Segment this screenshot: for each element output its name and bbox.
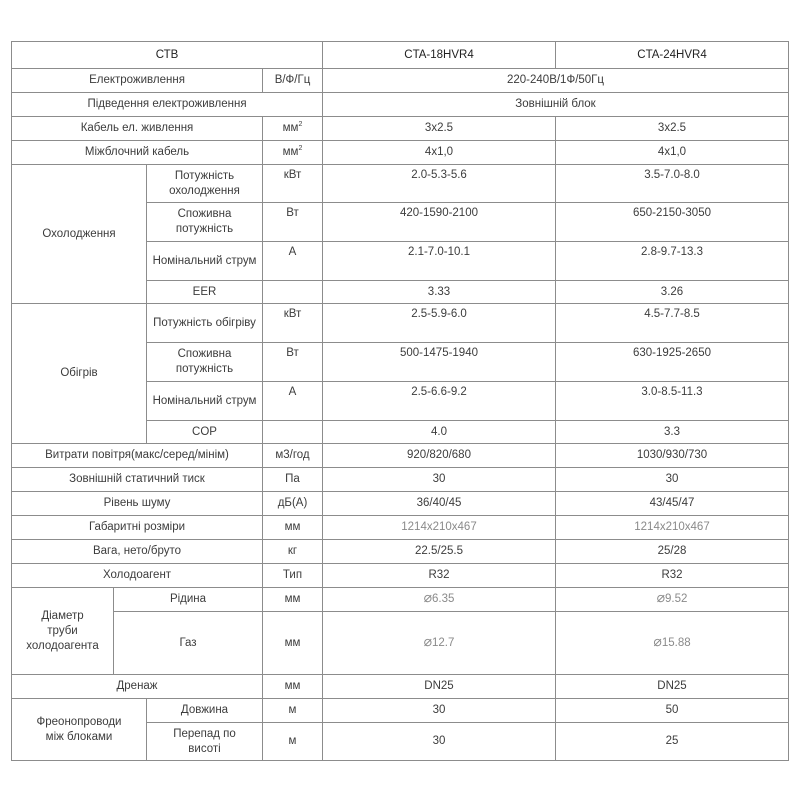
row-label: Електроживлення xyxy=(12,69,263,93)
table-row xyxy=(12,516,789,540)
row-label: Газ xyxy=(114,612,263,675)
row-value-1: R32 xyxy=(323,564,556,588)
row-value-2: 3.0-8.5-11.3 xyxy=(556,382,789,421)
spec-table xyxy=(11,41,789,761)
row-unit: В/Ф/Гц xyxy=(263,69,323,93)
diameter-icon: ⌀ xyxy=(423,632,433,649)
row-value: Зовнішній блок xyxy=(323,93,789,117)
row-value-2: 3.5-7.0-8.0 xyxy=(556,165,789,203)
row-value-1: 30 xyxy=(323,699,556,723)
diameter-icon: ⌀ xyxy=(423,589,433,605)
value-text: 6.35 xyxy=(432,593,455,605)
row-value-1: 420-1590-2100 xyxy=(323,203,556,242)
row-label: Потужність обігріву xyxy=(147,304,263,343)
unit-text: мм xyxy=(282,146,299,158)
pipe-diameter-group-label: Діаметр труби холодоагента xyxy=(12,588,114,675)
row-unit: мм xyxy=(263,516,323,540)
row-unit: А xyxy=(263,242,323,281)
row-value-2 xyxy=(556,588,789,612)
row-label: Рідина xyxy=(114,588,263,612)
table-row xyxy=(12,117,789,141)
row-value-2: 3.3 xyxy=(556,421,789,444)
row-value-1: 2.0-5.3-5.6 xyxy=(323,165,556,203)
row-value-2: 3x2.5 xyxy=(556,117,789,141)
row-unit: Вт xyxy=(263,343,323,382)
header-model-2: CTA-24HVR4 xyxy=(556,42,789,69)
row-unit: дБ(А) xyxy=(263,492,323,516)
row-label: Рівень шуму xyxy=(12,492,263,516)
row-label: Габаритні розміри xyxy=(12,516,263,540)
row-label: Номінальний струм xyxy=(147,242,263,281)
unit-superscript: 2 xyxy=(298,121,303,129)
row-unit: Вт xyxy=(263,203,323,242)
header-title: СТВ xyxy=(12,42,323,69)
row-label: Витрати повітря(макс/серед/мінім) xyxy=(12,444,263,468)
row-value-1: 22.5/25.5 xyxy=(323,540,556,564)
row-label: Вага, нето/бруто xyxy=(12,540,263,564)
table-row xyxy=(12,540,789,564)
table-row xyxy=(12,492,789,516)
table-row xyxy=(12,699,789,723)
row-value-1: 2.1-7.0-10.1 xyxy=(323,242,556,281)
table-row xyxy=(12,468,789,492)
row-value-2: 25 xyxy=(556,723,789,761)
row-value-1: 4.0 xyxy=(323,421,556,444)
row-value-1: 3x2.5 xyxy=(323,117,556,141)
row-unit: Тип xyxy=(263,564,323,588)
header-row xyxy=(12,42,789,69)
row-label: Споживна потужність xyxy=(147,343,263,382)
row-value-1 xyxy=(323,588,556,612)
row-value-2: 1214x210x467 xyxy=(556,516,789,540)
row-label: Холодоагент xyxy=(12,564,263,588)
row-unit: А xyxy=(263,382,323,421)
row-label: Підведення електроживлення xyxy=(12,93,323,117)
row-value-2: 25/28 xyxy=(556,540,789,564)
row-value-1: 500-1475-1940 xyxy=(323,343,556,382)
row-value-2 xyxy=(556,612,789,675)
value-text: 15.88 xyxy=(661,636,691,649)
heating-group-label: Обігрів xyxy=(12,304,147,444)
row-unit: мм xyxy=(263,612,323,675)
row-value-1: 3.33 xyxy=(323,281,556,304)
diameter-icon: ⌀ xyxy=(653,632,662,649)
row-label: COP xyxy=(147,421,263,444)
table-row xyxy=(12,304,789,343)
row-value-1 xyxy=(323,612,556,675)
row-value-2: 2.8-9.7-13.3 xyxy=(556,242,789,281)
row-unit: кг xyxy=(263,540,323,564)
row-unit: мм xyxy=(263,588,323,612)
cooling-group-label: Охолодження xyxy=(12,165,147,304)
row-value-1: 2.5-6.6-9.2 xyxy=(323,382,556,421)
row-label: Зовнішній статичний тиск xyxy=(12,468,263,492)
row-value-2: 43/45/47 xyxy=(556,492,789,516)
table-row xyxy=(12,165,789,203)
diameter-icon: ⌀ xyxy=(656,589,666,605)
row-label: Кабель ел. живлення xyxy=(12,117,263,141)
row-label: Довжина xyxy=(147,699,263,723)
row-value-2: 50 xyxy=(556,699,789,723)
row-unit xyxy=(263,281,323,304)
table-row xyxy=(12,564,789,588)
row-label: Номінальний струм xyxy=(147,382,263,421)
row-label: Споживна потужність xyxy=(147,203,263,242)
row-value-2: 650-2150-3050 xyxy=(556,203,789,242)
row-label: Дренаж xyxy=(12,675,263,699)
row-value-1: DN25 xyxy=(323,675,556,699)
row-value-2: 4x1,0 xyxy=(556,141,789,165)
row-label: Перепад по висоті xyxy=(147,723,263,761)
row-unit: кВт xyxy=(263,165,323,203)
row-unit: мм xyxy=(263,675,323,699)
row-value-2: R32 xyxy=(556,564,789,588)
row-value-2: 630-1925-2650 xyxy=(556,343,789,382)
row-value: 220-240В/1Ф/50Гц xyxy=(323,69,789,93)
piping-group-label: Фреонопроводи між блоками xyxy=(12,699,147,761)
table-row xyxy=(12,588,789,612)
row-value-1: 920/820/680 xyxy=(323,444,556,468)
table-row xyxy=(12,444,789,468)
row-value-1: 4x1,0 xyxy=(323,141,556,165)
table-row xyxy=(12,69,789,93)
row-unit: м xyxy=(263,723,323,761)
row-label: Потужність охолодження xyxy=(147,165,263,203)
row-value-2: 4.5-7.7-8.5 xyxy=(556,304,789,343)
table-row xyxy=(12,141,789,165)
row-value-1: 1214x210x467 xyxy=(323,516,556,540)
table-row xyxy=(12,93,789,117)
table-row xyxy=(12,675,789,699)
row-value-1: 30 xyxy=(323,723,556,761)
row-value-2: 1030/930/730 xyxy=(556,444,789,468)
value-text: 12.7 xyxy=(432,636,455,649)
row-unit: м xyxy=(263,699,323,723)
row-unit xyxy=(263,117,323,141)
row-unit: кВт xyxy=(263,304,323,343)
row-unit: Па xyxy=(263,468,323,492)
row-label: EER xyxy=(147,281,263,304)
row-unit: м3/год xyxy=(263,444,323,468)
row-unit xyxy=(263,421,323,444)
row-value-2: 30 xyxy=(556,468,789,492)
row-value-2: DN25 xyxy=(556,675,789,699)
header-model-1: CTA-18HVR4 xyxy=(323,42,556,69)
row-value-2: 3.26 xyxy=(556,281,789,304)
table-row xyxy=(12,612,789,675)
row-unit xyxy=(263,141,323,165)
row-value-1: 36/40/45 xyxy=(323,492,556,516)
value-text: 9.52 xyxy=(665,593,688,605)
row-value-1: 30 xyxy=(323,468,556,492)
row-value-1: 2.5-5.9-6.0 xyxy=(323,304,556,343)
row-label: Міжблочний кабель xyxy=(12,141,263,165)
unit-text: мм xyxy=(282,122,299,134)
unit-superscript: 2 xyxy=(298,145,303,153)
